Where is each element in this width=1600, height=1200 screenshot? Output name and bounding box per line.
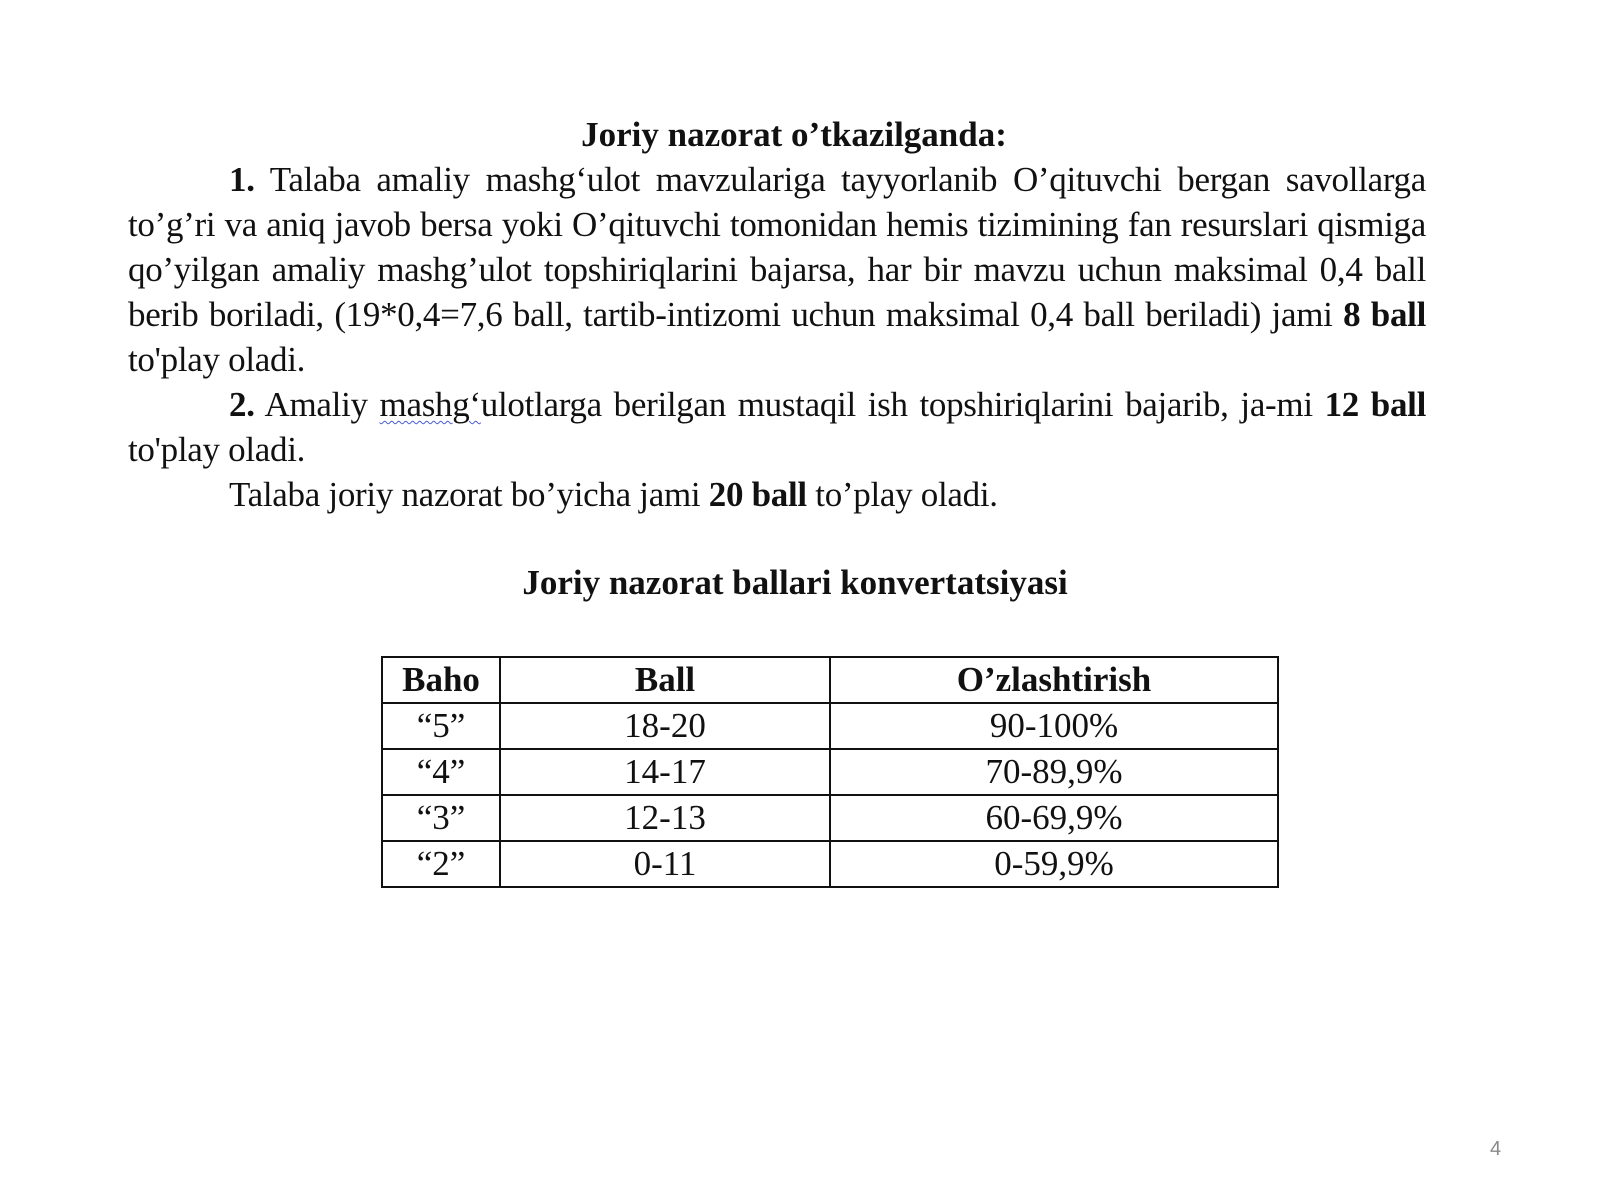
header-baho: Baho bbox=[382, 657, 500, 703]
cell-ball: 0-11 bbox=[500, 841, 830, 887]
paragraph-3-text-b: to’play oladi. bbox=[806, 475, 998, 514]
paragraph-3 bbox=[128, 472, 1426, 517]
table-title: Joriy nazorat ballari konvertatsiyasi bbox=[522, 563, 1068, 602]
cell-grade: “2” bbox=[382, 841, 500, 887]
paragraph-1-number: 1. bbox=[229, 160, 255, 199]
cell-percent: 90-100% bbox=[830, 703, 1278, 749]
paragraph-3-text-a: Talaba joriy nazorat bo’yicha jami bbox=[229, 475, 709, 514]
paragraph-1 bbox=[128, 157, 1426, 382]
paragraph-2-text-b: ulotlarga berilgan mustaqil ish topshiriqlarini bajarib, ja-mi bbox=[480, 385, 1325, 424]
table-row bbox=[382, 703, 1278, 749]
table-header-row bbox=[382, 657, 1278, 703]
table-row bbox=[382, 795, 1278, 841]
paragraph-2 bbox=[128, 382, 1426, 472]
paragraph-2-text-c: to'play oladi. bbox=[128, 430, 306, 469]
cell-grade: “5” bbox=[382, 703, 500, 749]
table-row bbox=[382, 749, 1278, 795]
paragraph-1-text-a: Talaba amaliy mashg‘ulot mavzulariga tayyorlanib O’qituvchi bergan savollarga to’g’ri va aniq javob bersa yoki O’qituvchi tomonidan hemis tizimining fan resurslari qismiga qo’yilgan amaliy mashg’ulot topshiriqlarini bajarsa, har bir mavzu uchun maksimal 0,4 ball berib boriladi, (19*0,4=7,6 ball, tartib-intizomi uchun maksimal 0,4 ball beriladi) jami bbox=[128, 160, 1426, 334]
cell-grade: “3” bbox=[382, 795, 500, 841]
cell-ball: 18-20 bbox=[500, 703, 830, 749]
paragraph-3-bold: 20 ball bbox=[708, 475, 807, 514]
paragraph-1-bold: 8 ball bbox=[1343, 295, 1426, 334]
spellcheck-flagged-word: mashg‘ bbox=[379, 385, 481, 424]
table-row bbox=[382, 841, 1278, 887]
cell-percent: 0-59,9% bbox=[830, 841, 1278, 887]
cell-ball: 14-17 bbox=[500, 749, 830, 795]
page-number: 4 bbox=[1490, 1138, 1502, 1160]
conversion-table bbox=[381, 656, 1279, 888]
section-heading: Joriy nazorat o’tkazilganda: bbox=[581, 115, 1007, 154]
header-ball: Ball bbox=[500, 657, 830, 703]
paragraph-2-text-a: Amaliy bbox=[254, 385, 380, 424]
cell-percent: 60-69,9% bbox=[830, 795, 1278, 841]
paragraph-1-text-b: to'play oladi. bbox=[128, 340, 306, 379]
document-body bbox=[128, 112, 1426, 605]
cell-ball: 12-13 bbox=[500, 795, 830, 841]
header-ozlashtirish: O’zlashtirish bbox=[830, 657, 1278, 703]
paragraph-2-bold: 12 ball bbox=[1324, 385, 1426, 424]
cell-percent: 70-89,9% bbox=[830, 749, 1278, 795]
paragraph-2-number: 2. bbox=[229, 385, 255, 424]
cell-grade: “4” bbox=[382, 749, 500, 795]
